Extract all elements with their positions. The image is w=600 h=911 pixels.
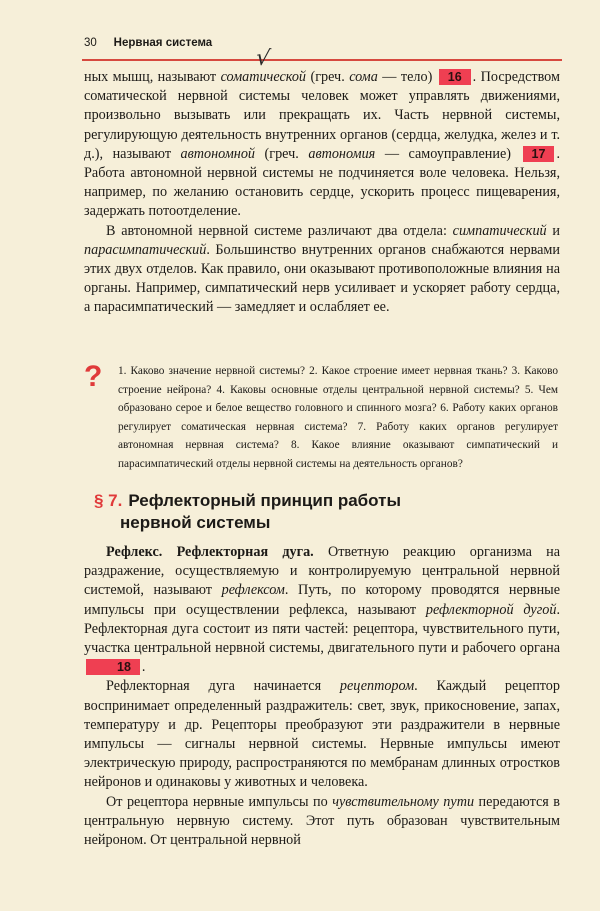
text-run: От рецептора нервные импульсы по bbox=[106, 793, 333, 810]
text-run: . Большинство внутренних органов снабжаются нервами этих двух отделов. Как правило, они оказывают противоположные влияния на органы. Например, симпатический нерв усиливает и ускоряет работу сердца, а парасимпатический — замедляет и ослабляет ее. bbox=[84, 241, 560, 316]
text-run: — самоуправление) bbox=[375, 145, 521, 162]
section-number: § 7. bbox=[94, 491, 123, 510]
header-rule bbox=[82, 59, 562, 61]
term-autonomia: автономия bbox=[308, 145, 376, 162]
text-run: . bbox=[141, 659, 146, 676]
figure-ref-16[interactable]: 16 bbox=[439, 69, 471, 85]
term-parasympathetic: парасимпатический bbox=[84, 241, 207, 258]
text-run: . Путь, по которому проводятся нервные импульсы при осуществлении рефлекса, называют bbox=[84, 582, 561, 618]
text-run: . Работа автономной нервной системы не подчиняется воле человека. Нельзя, например, по желанию остановить сердце, ускорить процесс пищеварения, задержать потоотделение. bbox=[84, 145, 560, 220]
term-sensory-path: чувствительному пути bbox=[332, 793, 475, 810]
paragraph-somatic-autonomic bbox=[84, 68, 560, 222]
text-block-reflex bbox=[84, 543, 560, 850]
figure-ref-17[interactable]: 17 bbox=[523, 146, 555, 162]
term-reflex-arc: рефлекторной дугой bbox=[425, 601, 557, 618]
paragraph-reflex-arc bbox=[84, 543, 560, 677]
term-sympathetic: симпатический bbox=[452, 222, 547, 239]
running-header bbox=[84, 36, 560, 50]
term-autonomic: автономной bbox=[180, 145, 256, 162]
text-run: (греч. bbox=[255, 145, 309, 162]
paragraph-sensory-path bbox=[84, 793, 560, 851]
text-run: . Посредством соматической нервной системы человек может управлять движениями, произвольно вызывать или прекращать их. Часть нервной системы, регулирующую деятельность внутренних органов (сердца, желудка, желез и т. д.), называют bbox=[84, 69, 560, 162]
paragraph-receptor bbox=[84, 677, 560, 792]
text-run: В автономной нервной системе различают два отдела: bbox=[106, 222, 453, 239]
term-reflex: рефлексом bbox=[221, 582, 285, 599]
review-questions: 1. Каково значение нервной системы? 2. Какое строение имеет нервная ткань? 3. Каково строение нейрона? 4. Каковы основные отделы центральной нервной системы? 5. Чем образовано серое и белое вещество головного и спинного мозга? 6. Работу каких органов регулирует соматическая нервная система? 7. Работу каких органов регулирует автономная нервная система? 8. Какое влияние оказывают симпатический и парасимпатический отделы нервной системы на деятельность органов? bbox=[118, 365, 558, 470]
text-run: (греч. bbox=[306, 69, 350, 85]
text-run: Рефлекторная дуга начинается bbox=[106, 678, 340, 695]
figure-ref-18[interactable]: 18 bbox=[86, 659, 140, 675]
subheading-reflex-arc: Рефлекс. Рефлекторная дуга. bbox=[106, 544, 314, 560]
text-run: Ответную реакцию организма на раздражение, осуществляемую и контролируемую центральной нервной системой, называют bbox=[84, 544, 560, 599]
running-title: Нервная система bbox=[113, 37, 213, 49]
page-number: 30 bbox=[84, 37, 97, 49]
text-run: и bbox=[546, 222, 560, 239]
term-receptor: рецептором bbox=[339, 678, 415, 695]
text-run: ных мышц, называют bbox=[84, 69, 221, 85]
handwritten-check-mark: √ bbox=[254, 45, 272, 72]
term-somatic: соматической bbox=[220, 69, 307, 85]
text-run: . Каждый рецептор воспринимает определенный раздражитель: свет, звук, прикосновение, запах, температуру и др. Рецепторы преобразуют эти раздражители в нервные импульсы — сигналы нервной системы. Нервные импульсы имеют электрическую природу, распространяются по мембранам длинных отростков нейронов и одинаковы у животных и человека. bbox=[84, 678, 560, 791]
term-soma: сома bbox=[349, 69, 378, 85]
text-run: — тело) bbox=[377, 69, 437, 85]
paragraph-sympathetic-parasympathetic bbox=[84, 222, 560, 318]
question-mark-icon: ? bbox=[84, 360, 103, 393]
section-title-line2: нервной системы bbox=[120, 513, 271, 532]
text-block-autonomic bbox=[84, 68, 560, 318]
text-run: передаются в центральную нервную систему. Этот путь образован чувствительным нейроном. От центральной нервной bbox=[84, 793, 560, 849]
section-heading bbox=[94, 490, 560, 534]
text-run: . Рефлекторная дуга состоит из пяти частей: рецептора, чувствительного пути, участка центральной нервной системы, двигательного пути и рабочего органа bbox=[84, 601, 560, 657]
section-title-line1: Рефлекторный принцип работы bbox=[128, 491, 401, 510]
